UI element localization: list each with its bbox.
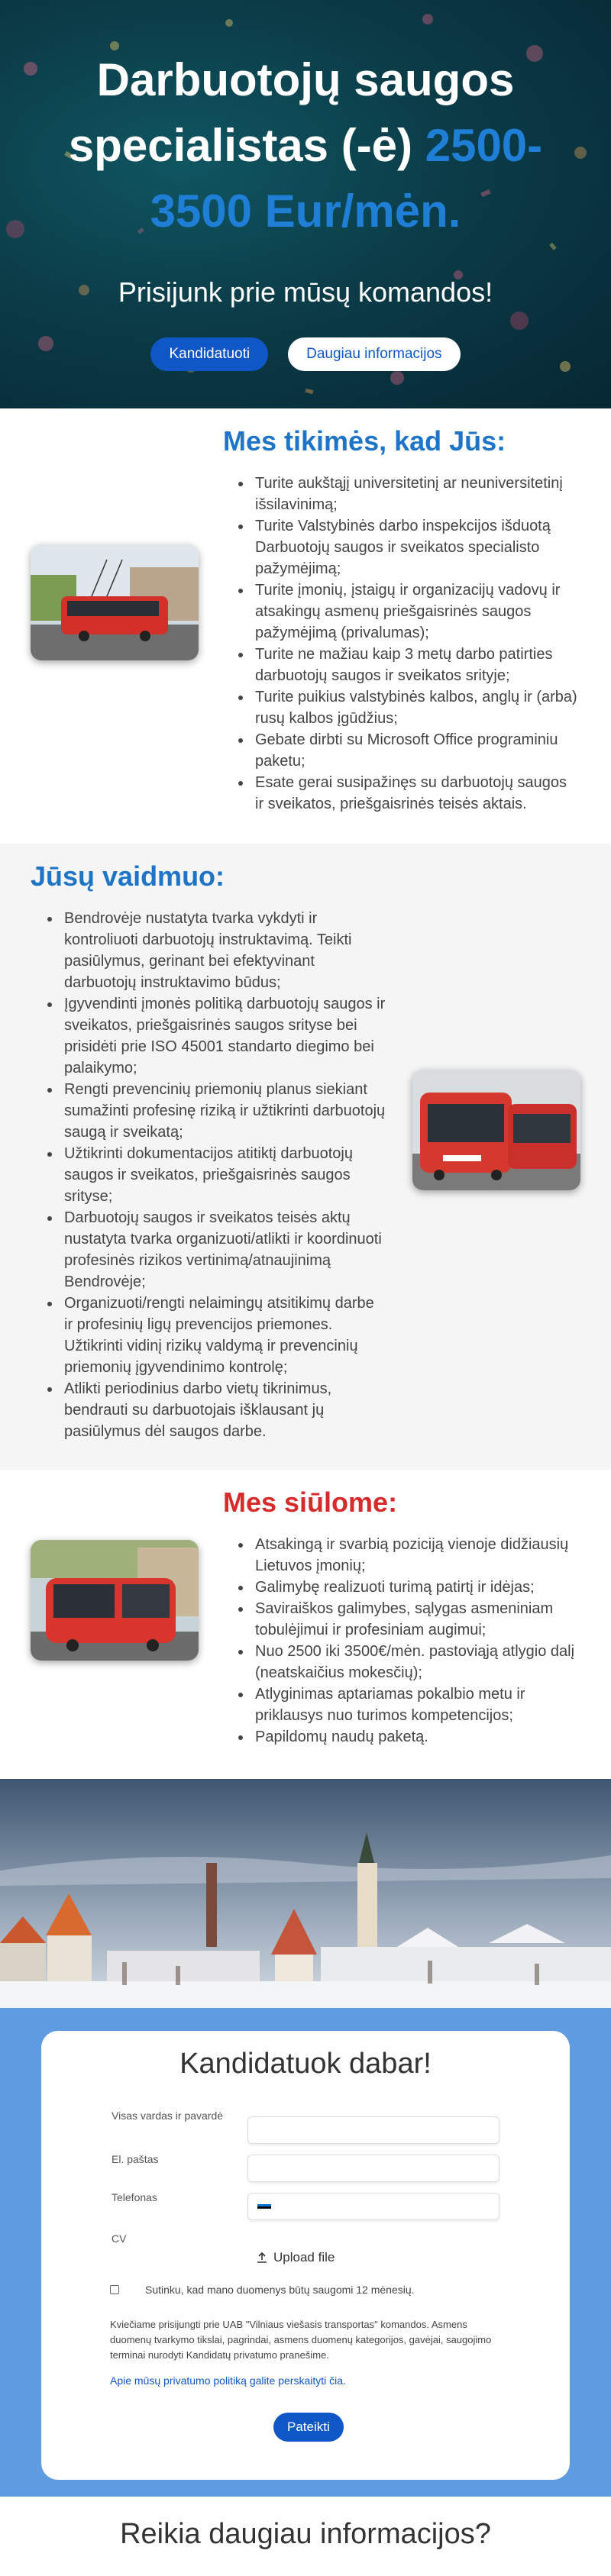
list-item: • Turite Valstybinės darbo inspekcijos išduotą Darbuotojų saugos ir sveikatos specialisto pažymėjimą; xyxy=(252,515,579,579)
more-info-section xyxy=(0,2497,611,2576)
expectations-list xyxy=(235,473,579,815)
list-item: • Atlyginimas aptariamas pokalbio metu ir priklausys nuo turimos kompetencijos; xyxy=(252,1683,579,1726)
upload-file-label: Upload file xyxy=(273,2250,335,2264)
hero-banner xyxy=(0,0,611,408)
email-input[interactable] xyxy=(247,2155,499,2182)
list-item: • Darbuotojų saugos ir sveikatos teisės aktų nustatyta tvarka organizuoti/atlikti ir koordinuoti profesinės rizikos vertinimą/atnaujinimą Bendrovėje; xyxy=(61,1207,386,1293)
list-item: • Rengti prevencinių priemonių planus siekiant sumažinti profesinę riziką ir užtikrinti darbuotojų saugą ir sveikatą; xyxy=(61,1079,386,1143)
consent-label: Sutinku, kad mano duomenys būtų saugomi 12 mėnesių. xyxy=(145,2284,415,2296)
submit-button[interactable]: Pateikti xyxy=(273,2413,344,2442)
list-item: • Galimybę realizuoti turimą patirtį ir idėjas; xyxy=(252,1577,579,1598)
role-list xyxy=(44,908,386,1442)
list-item: • Organizuoti/rengti nelaimingų atsitikimų darbe ir profesinių ligų prevencijos priemones. Užtikrinti vidinį rizikų valdymą ir prevencinių priemonių įgyvendinimo kontrolę; xyxy=(61,1293,386,1378)
name-label: Visas vardas ir pavardė xyxy=(112,2110,224,2122)
hero-salary-part1: 2500- xyxy=(425,120,543,171)
hero-title-line2: specialistas (-ė) xyxy=(68,120,413,171)
privacy-info-text: Kviečiame prisijungti prie UAB "Vilniaus viešasis transportas" komandos. Asmens duomenų tvarkymo tikslai, pagrindai, asmens duomenų kategorijos, gavėjai, saugojimo terminai nurodyti Kandidatų privatumo pranešime. xyxy=(110,2319,492,2361)
list-item: • Turite įmonių, įstaigų ir organizacijų vadovų ir atsakingų asmenų priešgaisrinės saugos pažymėjimą (privalumas); xyxy=(252,579,579,644)
list-item: • Bendrovėje nustatyta tvarka vykdyti ir kontroliuoti darbuotojų instruktavimą. Teikti pasiūlymus, gerinant bei efektyvinant darbuotojų instruktavimo būdus; xyxy=(61,908,386,993)
hero-title xyxy=(0,47,611,244)
privacy-policy-link[interactable]: Apie mūsų privatumo politiką galite perskaityti čia. xyxy=(110,2374,346,2387)
application-form-section xyxy=(0,2008,611,2497)
phone-label: Telefonas xyxy=(112,2191,157,2203)
email-label: El. paštas xyxy=(112,2153,159,2165)
expectations-section xyxy=(0,408,611,844)
cv-label: CV xyxy=(112,2232,127,2245)
role-title: Jūsų vaidmuo: xyxy=(31,860,225,892)
application-form-card xyxy=(41,2031,570,2480)
upload-file-button[interactable] xyxy=(257,2250,335,2265)
more-info-button[interactable]: Daugiau informacijos xyxy=(288,337,460,371)
list-item: • Įgyvendinti įmonės politiką darbuotojų saugos ir sveikatos, priešgaisrinės saugos srityse bei prisidėti prie ISO 45001 standarto diegimo bei palaikymo; xyxy=(61,993,386,1079)
apply-button[interactable]: Kandidatuoti xyxy=(150,337,268,371)
list-item: • Nuo 2500 iki 3500€/mėn. pastoviąją atlygio dalį (neatskaičius mokesčių); xyxy=(252,1641,579,1683)
expectations-title: Mes tikimės, kad Jūs: xyxy=(223,425,506,457)
hero-title-line1: Darbuotojų saugos xyxy=(96,54,515,105)
offer-title: Mes siūlome: xyxy=(223,1487,398,1518)
consent-checkbox[interactable] xyxy=(110,2285,119,2294)
hero-subtitle: Prisijunk prie mūsų komandos! xyxy=(118,276,493,308)
list-item: • Gebate dirbti su Microsoft Office programiniu paketu; xyxy=(252,729,579,772)
trolleybus-photo-2 xyxy=(412,1070,580,1190)
phone-input[interactable] xyxy=(247,2193,499,2220)
city-panorama-image xyxy=(0,1779,611,2008)
list-item: • Esate gerai susipažinęs su darbuotojų saugos ir sveikatos, priešgaisrinės teisės aktais. xyxy=(252,772,579,815)
list-item: • Turite puikius valstybinės kalbos, anglų ir (arba) rusų kalbos įgūdžius; xyxy=(252,686,579,729)
list-item: • Papildomų naudų paketą. xyxy=(252,1726,579,1748)
hero-salary-part2: 3500 Eur/mėn. xyxy=(150,186,461,237)
name-input[interactable] xyxy=(247,2116,499,2144)
more-info-title: Reikia daugiau informacijos? xyxy=(120,2518,491,2550)
list-item: • Turite aukštąjį universitetinį ar neuniversitetinį išsilavinimą; xyxy=(252,473,579,515)
trolleybus-photo-1 xyxy=(31,544,199,660)
upload-icon xyxy=(257,2252,267,2263)
list-item: • Saviraiškos galimybes, sąlygas asmeniniam tobulėjimui ir profesiniam augimui; xyxy=(252,1598,579,1641)
list-item: • Užtikrinti dokumentacijos atitiktį darbuotojų saugos ir sveikatos, priešgaisrinės saugos srityse; xyxy=(61,1143,386,1207)
role-section xyxy=(0,844,611,1470)
form-title: Kandidatuok dabar! xyxy=(179,2048,432,2080)
list-item: • Atsakingą ir svarbią poziciją vienoje didžiausių Lietuvos įmonių; xyxy=(252,1534,579,1577)
trolleybus-photo-3 xyxy=(31,1540,199,1661)
offer-list xyxy=(235,1534,579,1748)
list-item: • Atlikti periodinius darbo vietų tikrinimus, bendrauti su darbuotojais išklausant jų pasiūlymus dėl saugos darbe. xyxy=(61,1378,386,1442)
estonia-flag-icon[interactable] xyxy=(257,2204,271,2211)
list-item: • Turite ne mažiau kaip 3 metų darbo patirties darbuotojų saugos ir sveikatos srityje; xyxy=(252,644,579,686)
offer-section xyxy=(0,1470,611,1779)
